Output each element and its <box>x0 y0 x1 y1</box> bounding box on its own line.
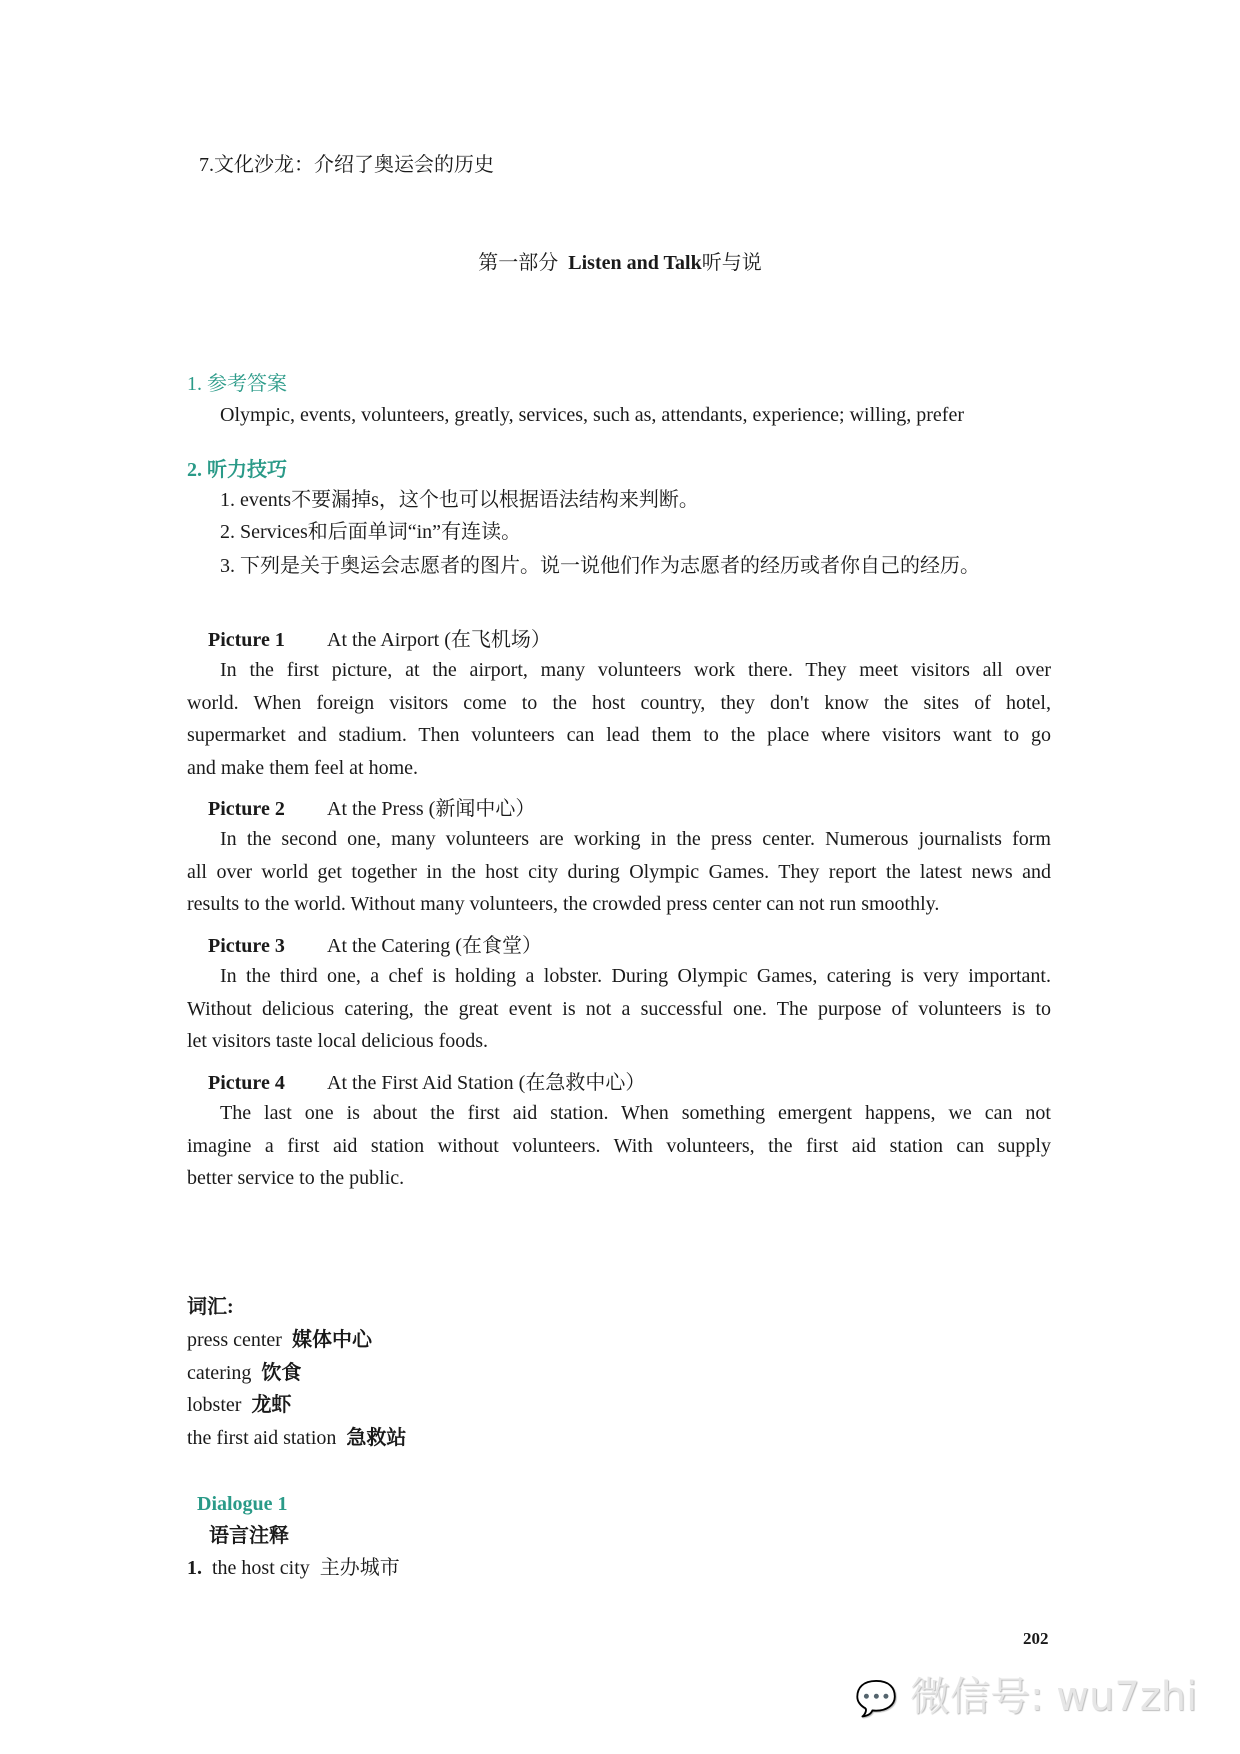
picture-title: At the Catering (在食堂） <box>327 935 542 957</box>
part-title-cn-suffix: 听与说 <box>701 252 762 274</box>
vocab-en: the first aid station <box>187 1426 337 1449</box>
picture-title: At the Press (新闻中心） <box>327 798 536 820</box>
paragraph-line: In the third one, a chef is holding a lobster. During Olympic Games, catering is very important. <box>220 965 1051 987</box>
note-number: 1. <box>187 1557 202 1579</box>
paragraph-line: The last one is about the first aid station. When something emergent happens, we can not <box>220 1102 1051 1124</box>
paragraph-line: better service to the public. <box>187 1167 405 1189</box>
dialogue-note <box>187 1556 400 1580</box>
picture-label: Picture 2 <box>208 798 285 820</box>
vocab-cn: 饮食 <box>261 1361 302 1384</box>
watermark-text: 微信号: wu7zhi <box>910 1674 1198 1720</box>
dialogue-subheading: 语言注释 <box>209 1525 289 1547</box>
picture-heading <box>208 628 551 652</box>
picture-heading <box>208 1071 645 1095</box>
paragraph-line: world. When foreign visitors come to the host country, they don't know the sites of hotel, <box>187 691 1051 714</box>
paragraph-line: supermarket and stadium. Then volunteers can lead them to the place where visitors want to go <box>187 724 1051 746</box>
picture-heading <box>208 797 535 821</box>
picture-label: Picture 3 <box>208 935 285 957</box>
paragraph-line: In the first picture, at the airport, many volunteers work there. They meet visitors all over <box>220 659 1051 681</box>
intro-item: 7.文化沙龙：介绍了奥运会的历史 <box>199 154 494 176</box>
vocab-cn: 媒体中心 <box>291 1329 372 1351</box>
watermark <box>855 1665 1197 1722</box>
picture-label: Picture 1 <box>208 629 285 651</box>
vocab-cn: 急救站 <box>346 1426 407 1449</box>
answers-text: Olympic, events, volunteers, greatly, services, such as, attendants, experience; willing, prefer <box>220 404 965 426</box>
picture-heading <box>208 934 542 958</box>
paragraph-line: all over world get together in the host city during Olympic Games. They report the latest news and <box>187 860 1051 883</box>
tip-item: 2. Services和后面单词“in”有连读。 <box>220 521 522 543</box>
vocab-en: press center <box>187 1329 282 1351</box>
paragraph-line: In the second one, many volunteers are working in the press center. Numerous journalists form <box>220 828 1051 850</box>
paragraph-line: and make them feel at home. <box>187 756 419 779</box>
vocab-item <box>187 1361 301 1385</box>
vocab-en: lobster <box>187 1394 242 1416</box>
page-number: 202 <box>1023 1629 1049 1648</box>
section1-heading: 1. 参考答案 <box>187 373 287 395</box>
picture-title: At the Airport (在飞机场） <box>327 629 551 651</box>
part-title-cn: 第一部分 <box>478 252 559 274</box>
vocab-item <box>187 1393 291 1417</box>
paragraph-line: imagine a first aid station without volunteers. With volunteers, the first aid station can supply <box>187 1134 1051 1157</box>
tip-item: 1. events不要漏掉s，这个也可以根据语法结构来判断。 <box>220 489 699 511</box>
note-cn: 主办城市 <box>319 1557 400 1579</box>
dialogue-heading: Dialogue 1 <box>197 1493 288 1515</box>
paragraph-line: results to the world. Without many volunteers, the crowded press center can not run smoothly. <box>187 893 940 915</box>
note-en: the host city <box>212 1557 310 1579</box>
vocab-item <box>187 1328 372 1352</box>
paragraph-line: Without delicious catering, the great event is not a successful one. The purpose of volunteers is to <box>187 997 1051 1020</box>
vocab-item <box>187 1426 406 1450</box>
section2-heading: 2. 听力技巧 <box>187 459 287 481</box>
part-title <box>0 251 1240 275</box>
vocab-en: catering <box>187 1361 252 1384</box>
part-title-en: Listen and Talk <box>568 252 702 274</box>
vocab-cn: 龙虾 <box>251 1394 292 1416</box>
wechat-icon: 💬 <box>855 1679 898 1719</box>
paragraph-line: let visitors taste local delicious foods. <box>187 1030 489 1052</box>
tip-item: 3. 下列是关于奥运会志愿者的图片。说一说他们作为志愿者的经历或者你自己的经历。 <box>220 555 980 577</box>
picture-title: At the First Aid Station (在急救中心） <box>327 1072 646 1094</box>
picture-label: Picture 4 <box>208 1072 285 1094</box>
vocab-heading: 词汇: <box>187 1296 234 1318</box>
